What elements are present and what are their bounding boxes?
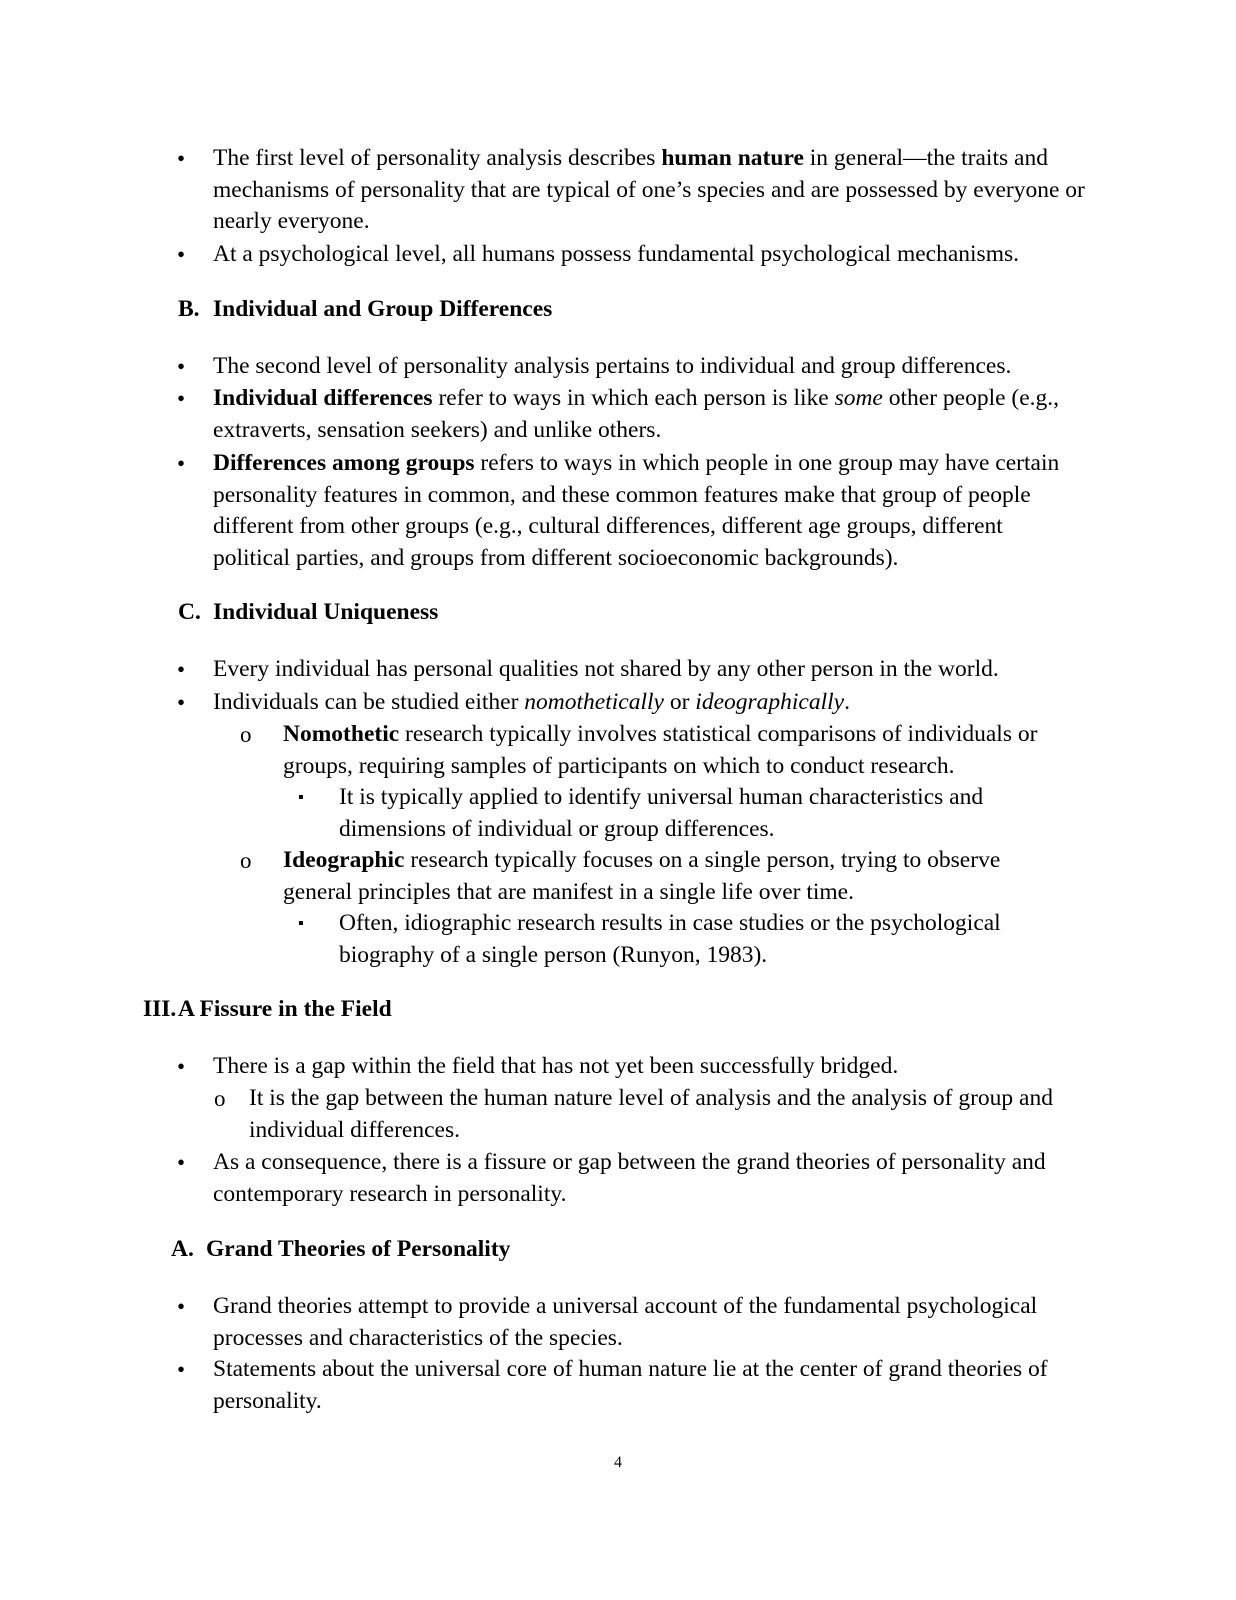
bullet-marker: • (177, 1294, 186, 1319)
bold-term: Ideographic (283, 847, 405, 873)
bold-term: human nature (661, 145, 804, 171)
list-item: It is the gap between the human nature level of analysis and the analysis of group and individual differences. (249, 1085, 1053, 1143)
bullet-marker: • (177, 1054, 186, 1079)
list-item: At a psychological level, all humans possess fundamental psychological mechanisms. (213, 241, 1019, 267)
italic-term: nomothetically (524, 689, 664, 715)
text: . (844, 689, 850, 715)
text: or (663, 689, 696, 715)
heading-title: Grand Theories of Personality (206, 1236, 511, 1262)
bullet-marker: • (177, 657, 186, 682)
heading-title: Individual and Group Differences (213, 296, 553, 322)
list-item (283, 719, 1083, 782)
list-item: There is a gap within the field that has not yet been successfully bridged. (213, 1053, 899, 1079)
heading-title: A Fissure in the Field (178, 996, 392, 1022)
bullet-marker: • (177, 1150, 186, 1175)
bold-term: Individual differences (213, 385, 433, 411)
list-item: Every individual has personal qualities not shared by any other person in the world. (213, 656, 999, 682)
text: other people (e.g., extraverts, sensation seekers) and unlike others. (213, 385, 1060, 443)
text: Individuals can be studied either (213, 689, 525, 715)
list-item: Statements about the universal core of human nature lie at the center of grand theories of personality. (213, 1356, 1048, 1414)
list-item: It is typically applied to identify universal human characteristics and dimensions of individual or group differences. (339, 784, 984, 842)
heading-title: Individual Uniqueness (213, 599, 439, 625)
section-heading (171, 1234, 510, 1266)
list-item (213, 448, 1063, 574)
sub-bullet-marker: o (214, 1086, 226, 1111)
bullet-marker: • (177, 386, 186, 411)
text: research typically involves statistical comparisons of individuals or groups, requiring samples of participants on which to conduct research. (283, 721, 1038, 779)
bullet-marker: • (177, 354, 186, 379)
sub-bullet-marker: o (240, 722, 252, 747)
list-item: Often, idiographic research results in case studies or the psychological biography of a single person (Runyon, 1983). (339, 910, 1001, 968)
italic-term: ideographically (695, 689, 845, 715)
italic-term: some (834, 385, 883, 411)
section-heading (178, 597, 438, 629)
bold-term: Nomothetic (283, 721, 400, 747)
sub-sub-bullet-marker: ▪ (298, 789, 304, 806)
list-item (213, 687, 1093, 719)
text: research typically focuses on a single person, trying to observe general principles that are manifest in a single life over time. (283, 847, 1001, 905)
text: in general—the traits and mechanisms of personality that are typical of one’s species and are possessed by everyone or nearly everyone. (213, 145, 1085, 235)
heading-marker: B. (178, 296, 200, 322)
list-item: As a consequence, there is a fissure or gap between the grand theories of personality and contemporary research in personality. (213, 1149, 1046, 1207)
bullet-marker: • (177, 146, 186, 171)
heading-marker: C. (178, 599, 201, 625)
section-heading (178, 294, 552, 326)
bullet-marker: • (177, 690, 186, 715)
bullet-marker: • (177, 1357, 186, 1382)
section-heading (143, 994, 392, 1026)
bullet-marker: • (177, 242, 186, 267)
page-number: 4 (614, 1454, 622, 1471)
text: refers to ways in which people in one group may have certain personality features in common, and these common features make that group of people different from other groups (e.g., cultural differences, different age groups, different political parties, and groups from different socioeconomic backgrounds). (213, 450, 1060, 571)
bold-term: Differences among groups (213, 450, 475, 476)
list-item: Grand theories attempt to provide a universal account of the fundamental psychological processes and characteristics of the species. (213, 1293, 1038, 1351)
sub-bullet-marker: o (240, 848, 252, 873)
bullet-marker: • (177, 451, 186, 476)
text: The first level of personality analysis describes (213, 145, 662, 171)
list-item (213, 143, 1093, 238)
list-item: The second level of personality analysis pertains to individual and group differences. (213, 353, 1012, 379)
heading-marker: A. (171, 1236, 194, 1262)
heading-marker: III. (143, 996, 177, 1022)
text: refer to ways in which each person is like (432, 385, 835, 411)
list-item (213, 383, 1093, 446)
list-item (283, 845, 1043, 908)
sub-sub-bullet-marker: ▪ (298, 915, 304, 932)
